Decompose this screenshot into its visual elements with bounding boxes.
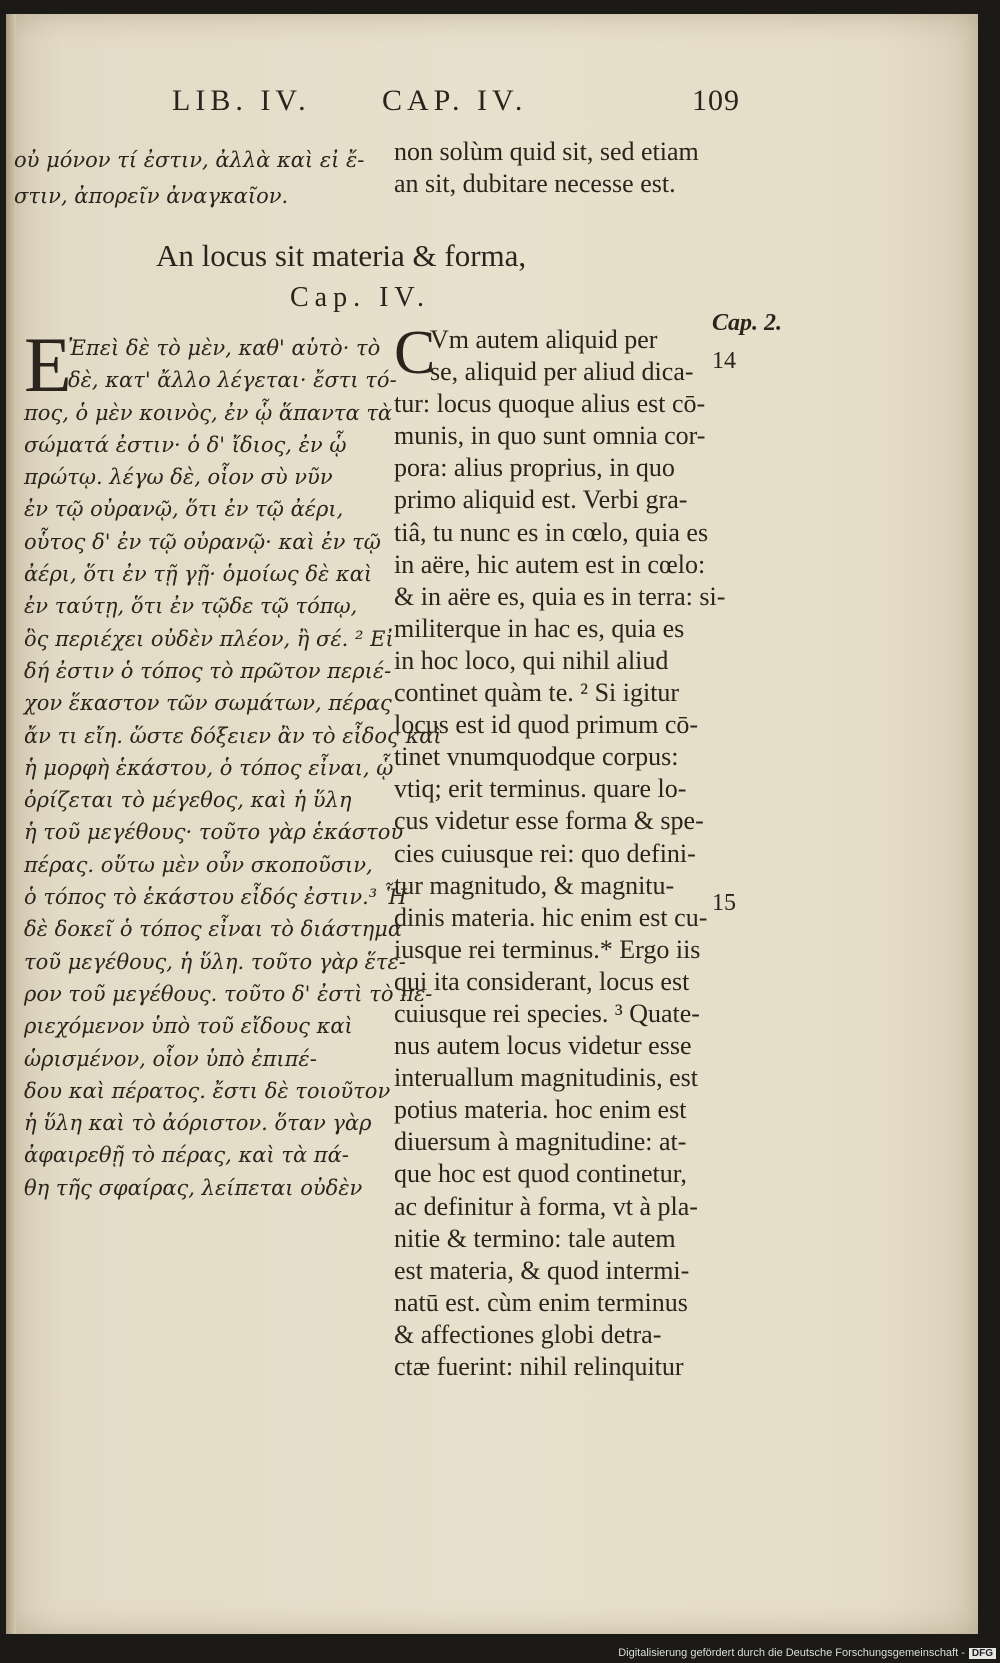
latin-line: tur magnitudo, & magnitu- [394, 870, 675, 900]
latin-line: iusque rei terminus.* Ergo iis [394, 934, 701, 964]
digitization-credit [618, 1647, 996, 1659]
latin-line: locus est id quod primum cō- [394, 710, 699, 740]
greek-line: δὲ δοκεῖ ὁ τόπος εἶναι τὸ διάστημα [24, 917, 402, 942]
credit-text: Digitalisierung gefördert durch die Deutsche Forschungsgemeinschaft - [618, 1647, 965, 1659]
greek-line: Ἐπεὶ δὲ τὸ μὲν, καθ' αὑτὸ· τὸ [68, 336, 381, 360]
chapter-heading: An locus sit materia & forma, [156, 238, 527, 273]
greek-line: πέρας. οὕτω μὲν οὖν σκοποῦσιν, [24, 852, 373, 877]
latin-line: nitie & termino: tale autem [394, 1223, 676, 1253]
greek-line: ρον τοῦ μεγέθους. τοῦτο δ' ἐστὶ τὸ πε- [24, 981, 433, 1006]
latin-line: tur: locus quoque alius est cō- [394, 389, 706, 419]
latin-line: tiâ, tu nunc es in cœlo, quia es [394, 517, 709, 547]
greek-line: θη τῆς σφαίρας, λείπεται οὐδὲν [24, 1175, 363, 1200]
latin-line: dinis materia. hic enim est cu- [394, 902, 708, 932]
page-number: 109 [692, 84, 740, 117]
latin-line: nus autem locus videtur esse [394, 1031, 692, 1061]
greek-line: οὗτος δ' ἐν τῷ οὐρανῷ· καὶ ἐν τῷ [24, 529, 381, 554]
latin-line: munis, in quo sunt omnia cor- [394, 421, 706, 451]
greek-line: ἀφαιρεθῇ τὸ πέρας, καὶ τὰ πά- [24, 1143, 349, 1168]
greek-column [24, 321, 442, 1204]
latin-drop-capital: C [394, 319, 436, 387]
greek-line: σώματά ἐστιν· ὁ δ' ἴδιος, ἐν ᾧ [24, 432, 347, 457]
greek-line: ἄν τι εἴη. ὥστε δόξειεν ἂν τὸ εἶδος καὶ [24, 723, 442, 748]
latin-line: continet quàm te. ² Si igitur [394, 678, 680, 708]
latin-line: primo aliquid est. Verbi gra- [394, 485, 688, 515]
latin-line: in hoc loco, qui nihil aliud [394, 645, 669, 675]
margin-note-line-14: 14 [712, 348, 736, 374]
greek-line: στιν, ἀπορεῖν ἀναγκαῖον. [14, 184, 289, 208]
latin-line: interuallum magnitudinis, est [394, 1063, 699, 1093]
latin-line: cuiusque rei species. ³ Quate- [394, 998, 700, 1028]
latin-line: ctæ fuerint: nihil relinquitur [394, 1352, 684, 1381]
margin-note-cap: Cap. 2. [712, 310, 783, 336]
greek-line: δὲ, κατ' ἄλλο λέγεται· ἔστι τό- [68, 368, 397, 393]
greek-line: δή ἐστιν ὁ τόπος τὸ πρῶτον περιέ- [24, 658, 392, 683]
greek-line: ἐν τῷ οὐρανῷ, ὅτι ἐν τῷ ἀέρι, [24, 497, 344, 522]
greek-line: ὁ τόπος τὸ ἑκάστου εἶδός ἐστιν.³ Ἧ [24, 885, 407, 910]
latin-line: & in aëre es, quia es in terra: si- [394, 581, 726, 611]
latin-line: & affectiones globi detra- [394, 1319, 662, 1349]
latin-line: cus videtur esse forma & spe- [394, 806, 704, 836]
latin-line: cies cuiusque rei: quo defini- [394, 838, 696, 868]
greek-line: οὐ μόνον τί ἐστιν, ἀλλὰ καὶ εἰ ἔ- [14, 148, 365, 172]
chapter-subheading: Cap. IV. [290, 282, 431, 313]
greek-line: τοῦ μεγέθους, ἡ ὕλη. τοῦτο γὰρ ἕτε- [24, 949, 406, 974]
latin-line: que hoc est quod continetur, [394, 1159, 687, 1189]
header-cap: CAP. IV. [382, 84, 528, 117]
latin-line: Vm autem aliquid per [430, 325, 658, 354]
greek-line: δου καὶ πέρατος. ἔστι δὲ τοιοῦτον [24, 1078, 391, 1103]
top-latin-text [394, 136, 699, 200]
greek-line: ὡρισμένον, οἷον ὑπὸ ἐπιπέ- [24, 1046, 317, 1071]
book-page [6, 14, 978, 1634]
latin-line: est materia, & quod intermi- [394, 1255, 690, 1285]
latin-line: militerque in hac es, quia es [394, 613, 685, 643]
greek-line: ἐν ταύτῃ, ὅτι ἐν τῷδε τῷ τόπῳ, [24, 594, 358, 619]
greek-drop-capital: E [24, 321, 72, 408]
greek-line: ἡ τοῦ μεγέθους· τοῦτο γὰρ ἑκάστου [24, 820, 404, 845]
latin-line: ac definitur à forma, vt à pla- [394, 1191, 698, 1221]
greek-line: ὃς περιέχει οὐδὲν πλέον, ἢ σέ. ² Εἰ [24, 626, 394, 651]
greek-line: ὁρίζεται τὸ μέγεθος, καὶ ἡ ὕλη [24, 788, 352, 813]
latin-line: qui ita considerant, locus est [394, 966, 690, 996]
latin-line: potius materia. hoc enim est [394, 1095, 687, 1125]
header-lib: LIB. IV. [172, 84, 311, 117]
latin-column [394, 319, 726, 1383]
dfg-logo: DFG [969, 1648, 996, 1659]
page-gutter [6, 14, 16, 1634]
latin-line: in aëre, hic autem est in cœlo: [394, 549, 706, 579]
latin-line: non solùm quid sit, sed etiam [394, 137, 699, 166]
latin-line: diuersum à magnitudine: at- [394, 1127, 687, 1157]
greek-line: ριεχόμενον ὑπὸ τοῦ εἴδους καὶ [24, 1014, 353, 1039]
latin-line: vtiq; erit terminus. quare lo- [394, 774, 687, 804]
greek-line: ἡ μορφὴ ἑκάστου, ὁ τόπος εἶναι, ᾧ [24, 755, 394, 780]
latin-line: tinet vnumquodque corpus: [394, 742, 679, 772]
margin-note-line-15: 15 [712, 890, 736, 916]
latin-line: an sit, dubitare necesse est. [394, 169, 676, 198]
greek-line: ἀέρι, ὅτι ἐν τῇ γῇ· ὁμοίως δὲ καὶ [24, 562, 373, 587]
latin-line: pora: alius proprius, in quo [394, 453, 675, 483]
top-greek-text [14, 142, 364, 214]
greek-line: ἡ ὕλη καὶ τὸ ἀόριστον. ὅταν γὰρ [24, 1111, 372, 1136]
latin-line: natū est. cùm enim terminus [394, 1287, 688, 1317]
greek-line: πρώτῳ. λέγω δὲ, οἷον σὺ νῦν [24, 465, 333, 490]
greek-line: χον ἕκαστον τῶν σωμάτων, πέρας [24, 691, 392, 716]
latin-line: se, aliquid per aliud dica- [430, 357, 694, 387]
greek-line: πος, ὁ μὲν κοινὸς, ἐν ᾧ ἅπαντα τὰ [24, 400, 393, 425]
